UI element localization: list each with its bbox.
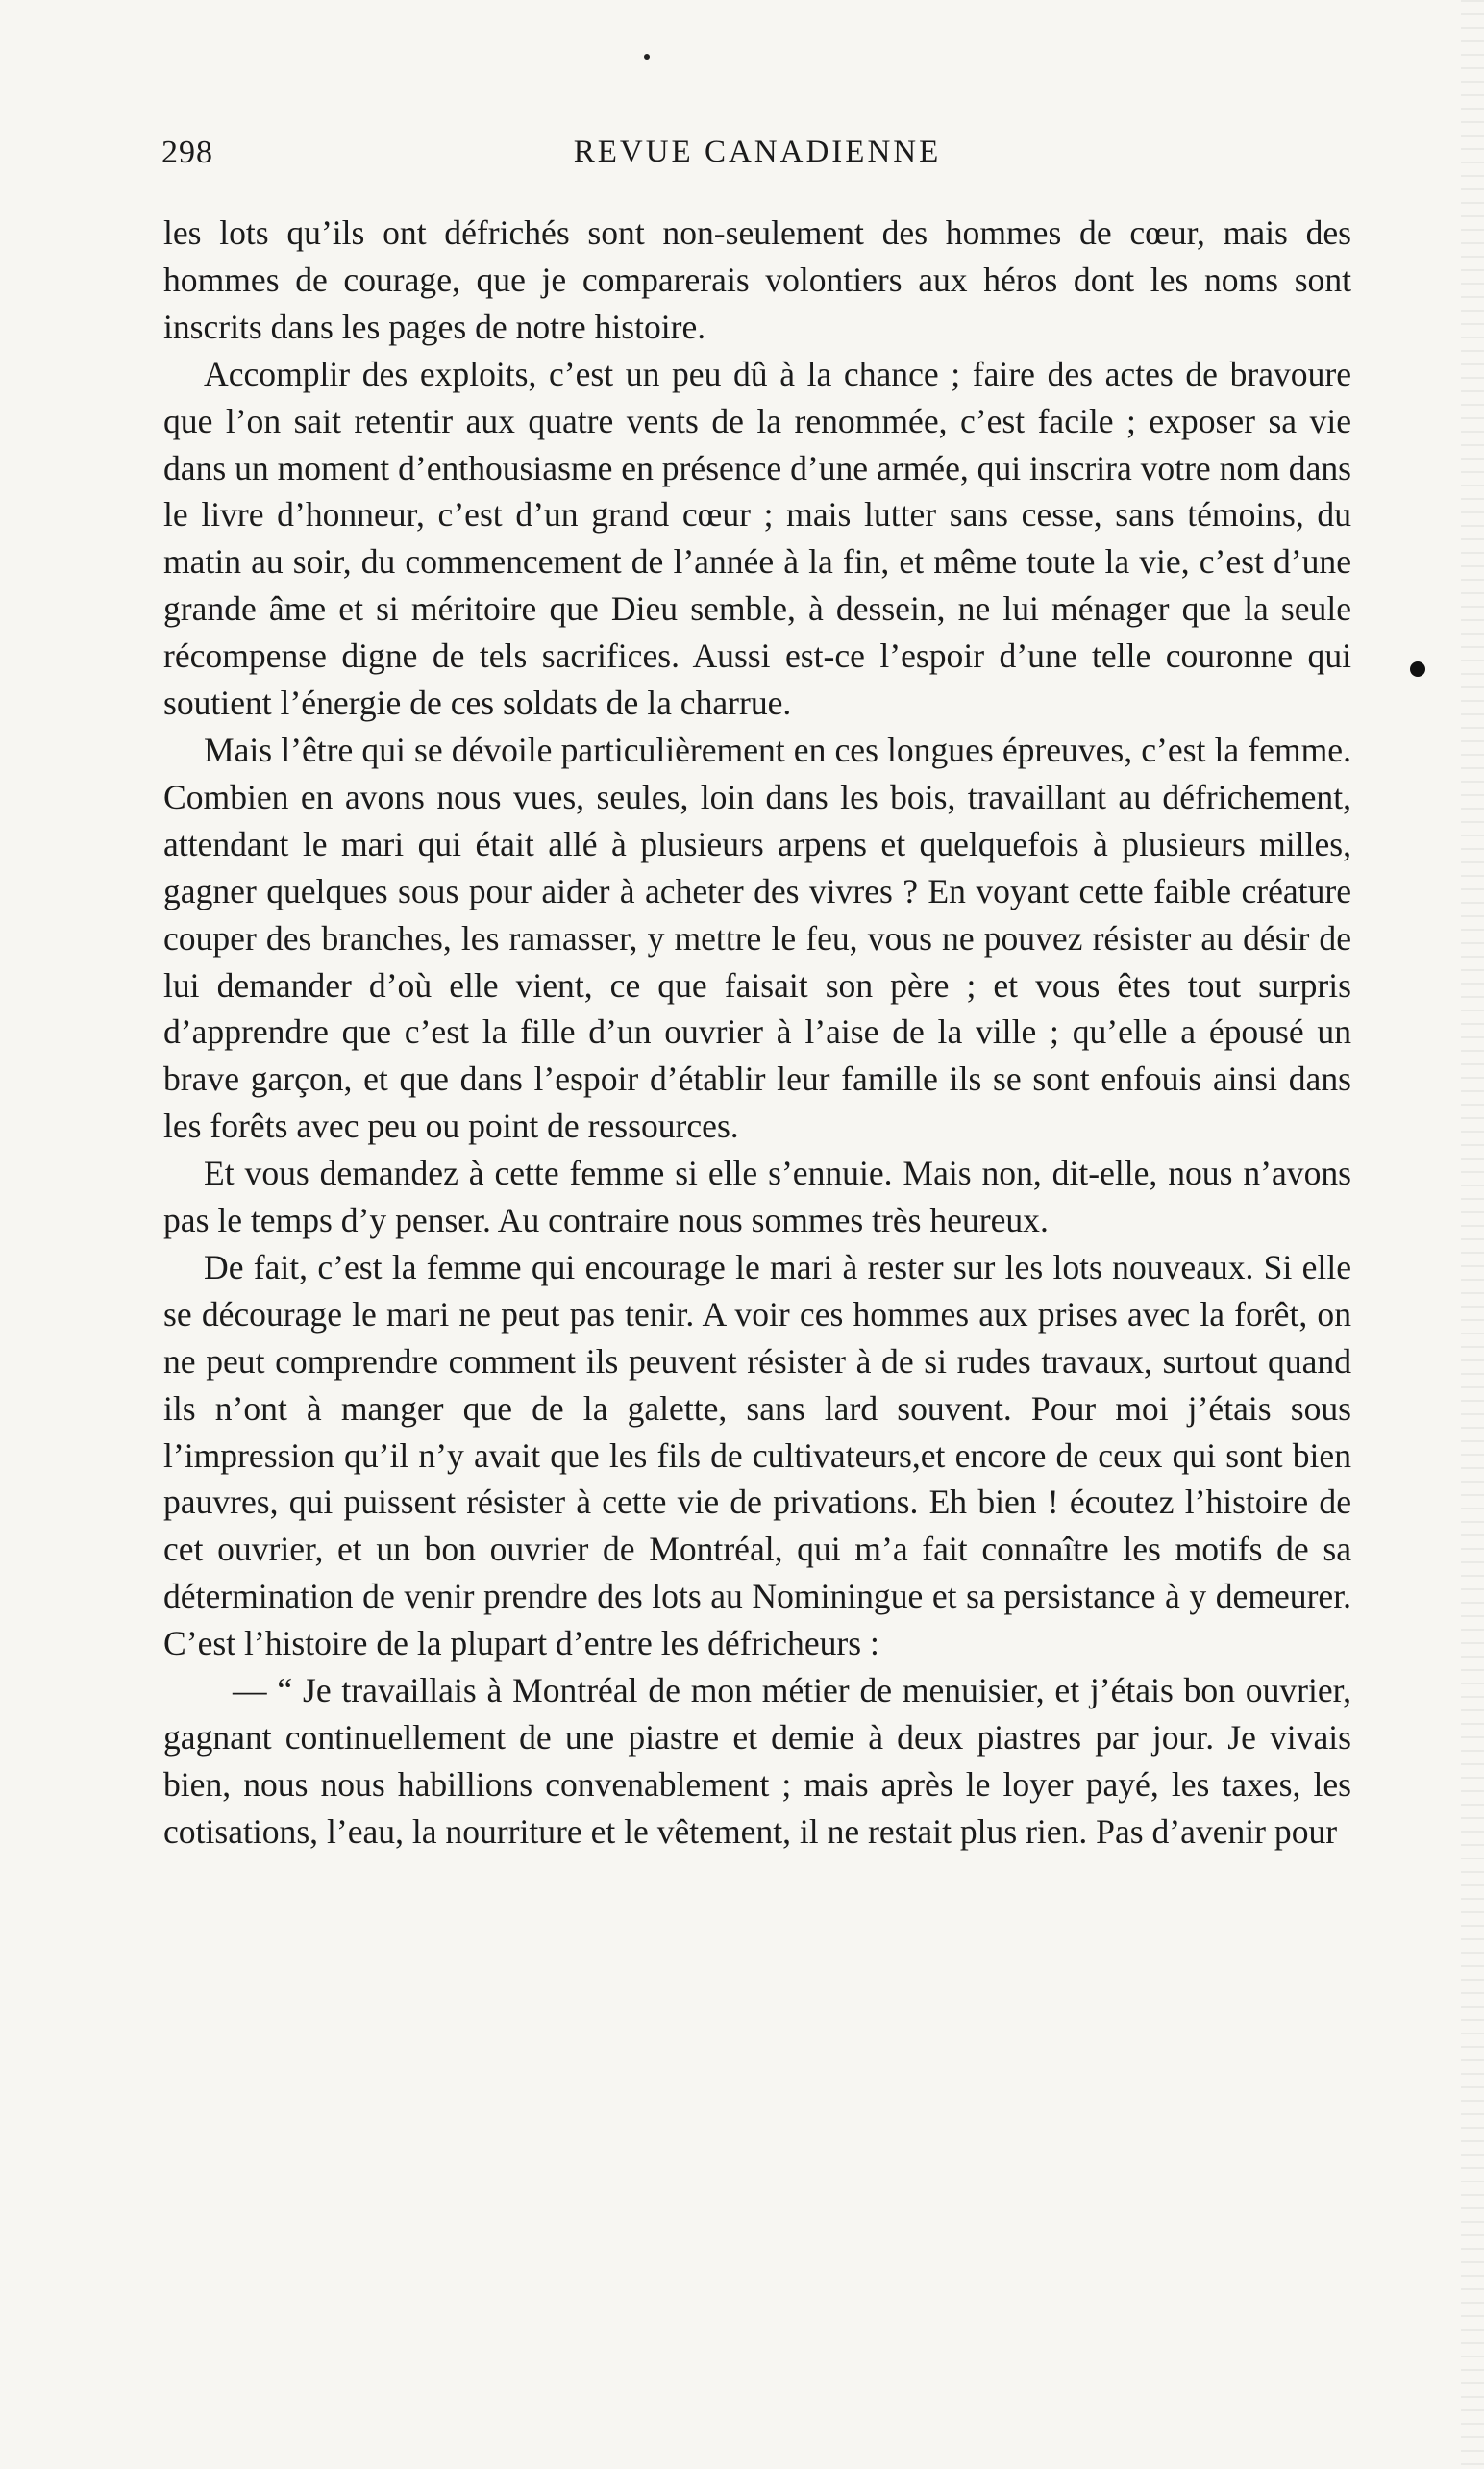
running-title: REVUE CANADIENNE xyxy=(573,135,942,169)
ink-speck xyxy=(644,54,650,60)
paragraph-continuation: les lots qu’ils ont défrichés sont non-seulement des hommes de cœur, mais des hommes de courage, que je comparerais volontiers aux héros dont les noms sont inscrits dans les pages de notre histoire. xyxy=(163,213,1351,346)
paragraph-femme: Mais l’être qui se dévoile particulièrement en ces longues épreuves, c’est la femme. Combien en avons nous vues, seules, loin dans les bois, travaillant au défrichement, attendant le mari qui était allé à plusieurs arpens et quelquefois à plusieurs milles, gagner quelques sous pour aider à acheter des vivres ? En voyant cette faible créature couper des branches, les ramasser, y mettre le feu, vous ne pouvez résister au désir de lui demander d’où elle vient, ce que faisait son père ; et vous êtes tout surpris d’apprendre que c’est la fille d’un ouvrier à l’aise de la ville ; qu’elle a épousé un brave garçon, et que dans l’espoir d’établir leur famille ils se sont enfouis ainsi dans les forêts avec peu ou point de ressources. xyxy=(163,730,1351,1146)
ink-blot xyxy=(1410,661,1425,677)
page-header xyxy=(161,135,1353,192)
paragraph-ennui: Et vous demandez à cette femme si elle s’ennuie. Mais non, dit-elle, nous n’avons pas le temps d’y penser. Au contraire nous sommes très heureux. xyxy=(163,1154,1351,1240)
body-text xyxy=(163,210,1351,1856)
page-number: 298 xyxy=(161,135,213,170)
scan-edge xyxy=(1461,0,1484,2469)
paragraph-quote: — “ Je travaillais à Montréal de mon métier de menuisier, et j’étais bon ouvrier, gagnant continuellement de une piastre et demie à deux piastres par jour. Je vivais bien, nous nous habillions convenablement ; mais après le loyer payé, les taxes, les cotisations, l’eau, la nourriture et le vêtement, il ne restait plus rien. Pas d’avenir pour xyxy=(163,1671,1351,1851)
paragraph-exploits: Accomplir des exploits, c’est un peu dû à la chance ; faire des actes de bravoure que l’on sait retentir aux quatre vents de la renommée, c’est facile ; exposer sa vie dans un moment d’enthousiasme en présence d’une armée, qui inscrira votre nom dans le livre d’honneur, c’est d’un grand cœur ; mais lutter sans cesse, sans témoins, du matin au soir, du commencement de l’année à la fin, et même toute la vie, c’est d’une grande âme et si méritoire que Dieu semble, à dessein, ne lui ménager que la seule récompense digne de tels sacrifices. Aussi est-ce l’espoir d’une telle couronne qui soutient l’énergie de ces soldats de la charrue. xyxy=(163,354,1351,723)
paragraph-de-fait: De fait, c’est la femme qui encourage le mari à rester sur les lots nouveaux. Si elle se décourage le mari ne peut pas tenir. A voir ces hommes aux prises avec la forêt, on ne peut comprendre comment ils peuvent résister à de si rudes travaux, surtout quand ils n’ont à manger que de la galette, sans lard souvent. Pour moi j’étais sous l’impression qu’il n’y avait que les fils de cultivateurs,et encore de ceux qui sont bien pauvres, qui puissent résister à cette vie de privations. Eh bien ! écoutez l’histoire de cet ouvrier, et un bon ouvrier de Montréal, qui m’a fait connaître les motifs de sa détermination de venir prendre des lots au Nominingue et sa persistance à y demeurer. C’est l’histoire de la plupart d’entre les défricheurs : xyxy=(163,1247,1351,1663)
